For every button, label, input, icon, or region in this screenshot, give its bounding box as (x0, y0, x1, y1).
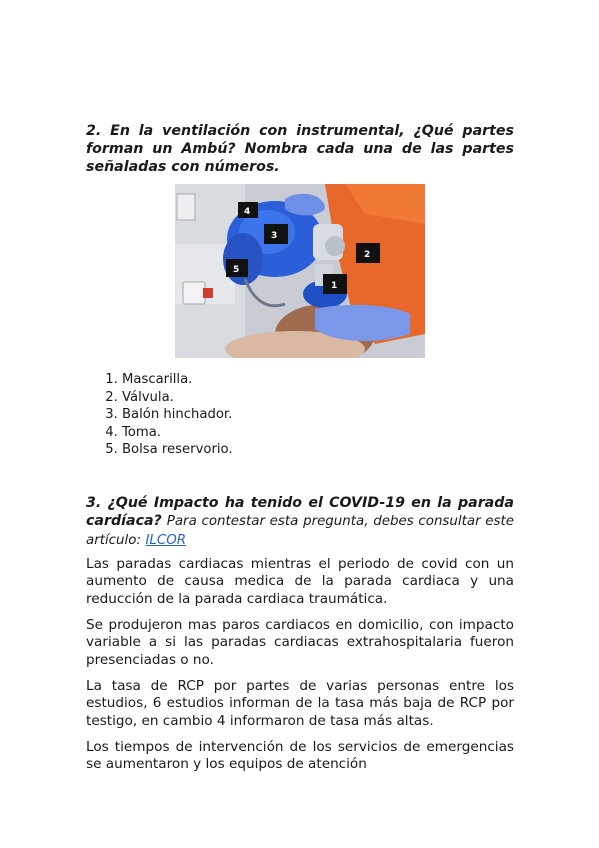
parts-list (86, 371, 233, 459)
photo-label-5: 5 (233, 265, 240, 275)
question-3-heading (86, 494, 514, 550)
ambu-photo (175, 184, 425, 358)
question-2-heading: 2. En la ventilación con instrumental, ¿Qué partes forman un Ambú? Nombra cada una de las partes señaladas con números. (86, 123, 514, 175)
ilcor-link[interactable]: ILCOR (145, 533, 187, 548)
list-item: 5. Bolsa reservorio. (122, 441, 233, 459)
list-item: 4. Toma. (122, 424, 233, 442)
list-item: 2. Válvula. (122, 389, 233, 407)
question-3-title: 3. ¿Qué Impacto ha tenido el COVID-19 en la parada cardíaca? (86, 495, 514, 529)
answer-paragraph: Los tiempos de intervención de los servicios de emergencias se aumentaron y los equipos de atención (86, 739, 514, 773)
photo-label-1: 1 (331, 281, 338, 291)
answer-paragraph: La tasa de RCP por partes de varias personas entre los estudios, 6 estudios informan de la tasa más baja de RCP por testigo, en cambio 4 informaron de tasa más altas. (86, 678, 514, 729)
list-item: 1. Mascarilla. (122, 371, 233, 389)
photo-label-3: 3 (271, 231, 278, 241)
question-3-instruction: Para contestar esta pregunta, debes consultar este artículo: (86, 514, 514, 548)
list-item: 3. Balón hinchador. (122, 406, 233, 424)
photo-label-2: 2 (364, 250, 371, 260)
photo-label-4: 4 (244, 207, 251, 217)
answer-paragraph: Se produjeron mas paros cardiacos en domicilio, con impacto variable a si las paradas cardiacas extrahospitalaria fueron presenciadas o no. (86, 617, 514, 668)
answer-paragraph: Las paradas cardiacas mientras el periodo de covid con un aumento de causa medica de la parada cardiaca y una reducción de la parada cardiaca traumática. (86, 556, 514, 607)
